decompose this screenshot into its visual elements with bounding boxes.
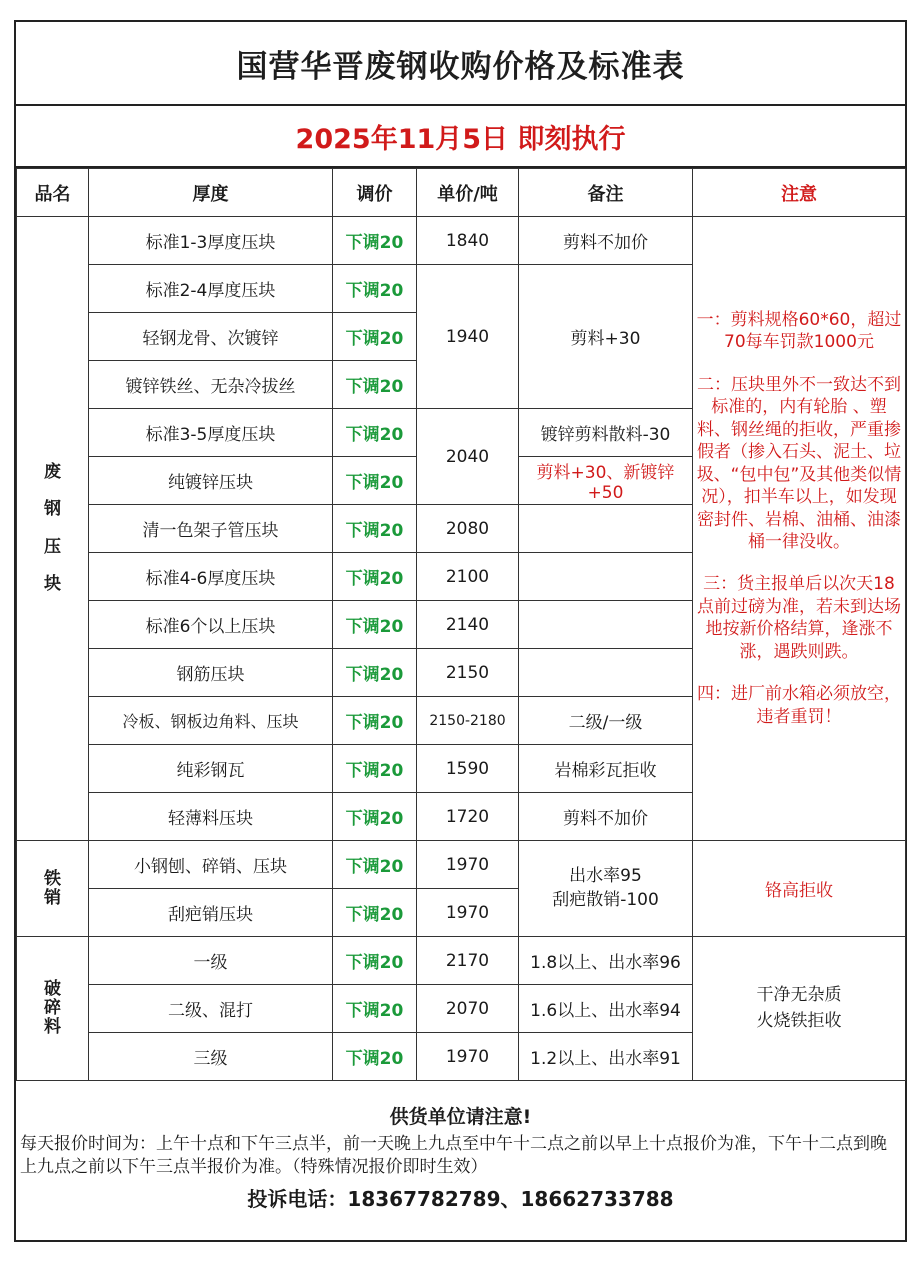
remark: 剪料不加价 (519, 793, 693, 841)
category-char: 料 (43, 1016, 61, 1037)
adjust-badge: 下调20 (333, 265, 417, 313)
adjust-badge: 下调20 (333, 985, 417, 1033)
adjust-badge: 下调20 (333, 409, 417, 457)
adjust-badge: 下调20 (333, 649, 417, 697)
item-name: 刮疤销压块 (89, 889, 333, 937)
notice-2: 二：压块里外不一致达不到标准的，内有轮胎 、塑料、钢丝绳的拒收，严重掺假者（掺入石头、泥土、垃圾、“包中包”及其他类似情况），扣半车以上，如发现密封件、岩棉、油桶、油漆桶一律没收。 (696, 374, 902, 552)
sheet-title: 国营华晋废钢收购价格及标准表 (16, 22, 905, 106)
remark: 镀锌剪料散料-30 (519, 409, 693, 457)
remark-empty (519, 649, 693, 697)
item-name: 纯镀锌压块 (89, 457, 333, 505)
unit-price: 2150 (417, 649, 519, 697)
table-header-row (17, 169, 906, 217)
category-char: 压 (43, 536, 61, 557)
unit-price: 1840 (417, 217, 519, 265)
remark-empty (519, 553, 693, 601)
footer-text: 每天报价时间为：上午十点和下午三点半，前一天晚上九点至中午十二点之前以早上十点报价为准，下午十二点到晚上九点之前以下午三点半报价为准。（特殊情况报价即时生效） (20, 1134, 887, 1177)
item-name: 轻薄料压块 (89, 793, 333, 841)
footer-heading: 供货单位请注意! (389, 1106, 532, 1128)
category-char: 销 (43, 887, 61, 908)
item-name: 纯彩钢瓦 (89, 745, 333, 793)
remark: 二级/一级 (519, 697, 693, 745)
price-sheet (14, 20, 907, 1242)
remark-empty (519, 505, 693, 553)
item-name: 标准3-5厚度压块 (89, 409, 333, 457)
unit-price: 2070 (417, 985, 519, 1033)
adjust-badge: 下调20 (333, 601, 417, 649)
header-remark: 备注 (519, 169, 693, 217)
table-row (17, 217, 906, 265)
item-name: 三级 (89, 1033, 333, 1081)
unit-price: 1970 (417, 889, 519, 937)
category-char: 铁 (43, 868, 61, 889)
notice-4: 四：进厂前水箱必须放空，违者重罚！ (697, 684, 901, 727)
category-scrap-steel (17, 217, 89, 841)
adjust-badge: 下调20 (333, 841, 417, 889)
price-table (16, 168, 906, 1081)
adjust-badge: 下调20 (333, 553, 417, 601)
item-name: 镀锌铁丝、无杂冷拔丝 (89, 361, 333, 409)
adjust-badge: 下调20 (333, 793, 417, 841)
category-crushed (17, 937, 89, 1081)
category-char: 钢 (43, 499, 61, 520)
unit-price: 2170 (417, 937, 519, 985)
item-name: 清一色架子管压块 (89, 505, 333, 553)
remark: 出水率95 刮疤散销-100 (519, 841, 693, 937)
notice-1: 一：剪料规格60*60，超过70每车罚款1000元 (696, 310, 902, 353)
unit-price: 2040 (417, 409, 519, 505)
effective-date: 2025年11月5日 即刻执行 (16, 106, 905, 168)
header-adjust: 调价 (333, 169, 417, 217)
adjust-badge: 下调20 (333, 457, 417, 505)
item-name: 一级 (89, 937, 333, 985)
unit-price: 1940 (417, 265, 519, 409)
unit-price: 2100 (417, 553, 519, 601)
remark: 1.2以上、出水率91 (519, 1033, 693, 1081)
category-char: 破 (43, 979, 61, 1000)
category-iron-pin (17, 841, 89, 937)
remark: 剪料+30 (519, 265, 693, 409)
notice-panel (693, 217, 906, 841)
remark: 岩棉彩瓦拒收 (519, 745, 693, 793)
adjust-badge: 下调20 (333, 937, 417, 985)
remark-empty (519, 601, 693, 649)
adjust-badge: 下调20 (333, 1033, 417, 1081)
header-price: 单价/吨 (417, 169, 519, 217)
notice-iron: 铬高拒收 (693, 841, 906, 937)
notice-crushed: 干净无杂质 火烧铁拒收 (693, 937, 906, 1081)
item-name: 标准2-4厚度压块 (89, 265, 333, 313)
adjust-badge: 下调20 (333, 505, 417, 553)
adjust-badge: 下调20 (333, 697, 417, 745)
category-char: 块 (43, 574, 61, 595)
adjust-badge: 下调20 (333, 217, 417, 265)
unit-price: 2140 (417, 601, 519, 649)
unit-price: 2080 (417, 505, 519, 553)
complaint-phone: 投诉电话：18367782789、18662733788 (247, 1186, 674, 1211)
notice-3: 三：货主报单后以次天18点前过磅为准，若未到达场地按新价格结算，逢涨不涨，遇跌则跌。 (697, 574, 901, 662)
remark: 剪料不加价 (519, 217, 693, 265)
item-name: 二级、混打 (89, 985, 333, 1033)
unit-price: 1720 (417, 793, 519, 841)
item-name: 标准6个以上压块 (89, 601, 333, 649)
category-char: 碎 (43, 998, 61, 1019)
header-name: 品名 (17, 169, 89, 217)
item-name: 钢筋压块 (89, 649, 333, 697)
remark: 1.6以上、出水率94 (519, 985, 693, 1033)
adjust-badge: 下调20 (333, 313, 417, 361)
footer (16, 1080, 905, 1212)
unit-price: 1970 (417, 1033, 519, 1081)
remark-red: 剪料+30、新镀锌+50 (519, 457, 693, 505)
table-row (17, 841, 906, 889)
adjust-badge: 下调20 (333, 361, 417, 409)
adjust-badge: 下调20 (333, 889, 417, 937)
remark: 1.8以上、出水率96 (519, 937, 693, 985)
unit-price: 1970 (417, 841, 519, 889)
item-name: 冷板、钢板边角料、压块 (89, 697, 333, 745)
category-char: 废 (43, 462, 61, 483)
item-name: 标准4-6厚度压块 (89, 553, 333, 601)
item-name: 小钢刨、碎销、压块 (89, 841, 333, 889)
item-name: 标准1-3厚度压块 (89, 217, 333, 265)
header-thickness: 厚度 (89, 169, 333, 217)
item-name: 轻钢龙骨、次镀锌 (89, 313, 333, 361)
adjust-badge: 下调20 (333, 745, 417, 793)
unit-price: 2150-2180 (417, 697, 519, 745)
header-notice: 注意 (693, 169, 906, 217)
unit-price: 1590 (417, 745, 519, 793)
table-row (17, 937, 906, 985)
